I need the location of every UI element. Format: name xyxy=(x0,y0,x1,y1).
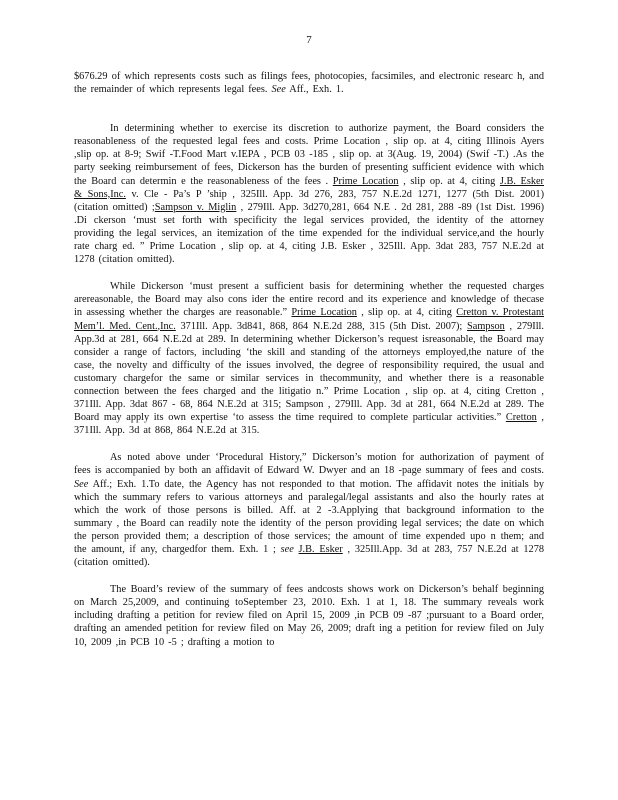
citation-signal: See xyxy=(271,84,286,96)
paragraph-text: , 279Ill. App. 3d270,281, 664 N.E . 2d 281, 288 -89 (1st Dist. 1996) .Di ckerson ‘must set forth with specificity the legal services provided, the identity of the attorney providing the legal services, an itemization of the time expended for the individual service,and the hourly rate charg ed. ” Prime Location , slip op. at 4, citing J.B. Esker , 325Ill. App. 3dat 283, 757 N.E.2d at 1278 (citation omitted). xyxy=(74,201,545,266)
paragraph-text: v. Cle - Pa’s P ’ship , 325Ill. App. 3d 276, 283, 757 N.E.2d 1271, 1277 (5th Dist. 2001) (citation omitted) ; xyxy=(74,188,544,213)
paragraph-text: Aff.; Exh. 1.To date, the Agency has not responded to that motion. The affidavit notes the initials by which the summary refers to various attorneys and paralegal/legal assistants and also the hourly rates at which the work of those persons is billed. Aff. at 2 -3.Applying that background information to the summary , the Board can readily note the identity of the person providing legal services; the date on which the person provided them; a description of those services; the amount of time expended upo n them; and the amount, if any, chargedfor them. Exh. 1 ; xyxy=(74,478,544,555)
paragraph xyxy=(74,70,544,96)
paragraph-text: The Board’s review of the summary of fees andcosts shows work on Dickerson’s behalf beginning on March 25,2009, and continuing toSeptember 23, 2010. Exh. 1 at 1, 18. The summary reveals work including drafting a petition for review filed on April 15, 2009 ,in PCB 09 -87 ;pursuant to a Board order, drafting an amended petition for review filed on May 26, 2009; draft ing a petition for review filed on July 10, 2009 ,in PCB 10 -5 ; drafting a motion to xyxy=(74,584,544,648)
paragraph-text: While Dickerson ‘must present a sufficient basis for determining whether the requested charges arereasonable, the Board may also cons ider the entire record and its experience and knowledge of thecase in assessing whether the charges are reasonable.” xyxy=(74,281,544,319)
citation-underlined: Prime Location xyxy=(332,175,399,187)
paragraph-text: As noted above under ‘Procedural History,” Dickerson’s motion for authorization of payment of fees is accompanied by both an affidavit of Edward W. Dwyer and an 18 -page summary of fees and costs. xyxy=(74,452,544,477)
paragraph-text: 371Ill. App. 3d841, 868, 864 N.E.2d 288, 315 (5th Dist. 2007); xyxy=(175,320,468,332)
paragraph-text: $676.29 of which represents costs such as filings fees, photocopies, facsimiles, and electronic researc h, and the remainder of which represents legal fees. xyxy=(74,71,544,96)
citation-underlined: J.B. Esker & Sons,Inc. xyxy=(74,175,544,200)
paragraph xyxy=(74,280,544,437)
paragraph xyxy=(74,451,544,569)
citation-underlined: Cretton v. Protestant Mem’l. Med. Cent.,Inc. xyxy=(74,307,544,332)
paragraph-text: , 325Ill.App. 3d at 283, 757 N.E.2d at 1278 (citation omitted). xyxy=(74,544,545,569)
citation-underlined: J.B. Esker xyxy=(298,544,343,555)
page-number: 7 xyxy=(306,34,312,46)
paragraph-text: , 371Ill. App. 3d at 868, 864 N.E.2d at 315. xyxy=(74,412,545,437)
citation-underlined: Prime Location xyxy=(291,307,357,319)
paragraph xyxy=(74,122,544,266)
paragraph-text: Aff., Exh. 1. xyxy=(285,84,344,96)
paragraph-text: , 279Ill. App.3d at 281, 664 N.E.2d at 289. In determining whether Dickerson’s request isreasonable, the Board may consider a range of factors, including ‘the skill and standing of the attorneys employed,the nature of the case, the novelty and difficulty of the issues involved, the degree of responsibility required, the usual and customary chargefor the same or similar services in thecommunity, and whether there is a reasonable connection between the fees charged and the litigatio n.” Prime Location , slip op. at 4, citing Cretton , 371Ill. App. 3dat 867 - 68, 864 N.E.2d at 315; Sampson , 279Ill. App. 3d at 281, 664 N.E.2d at 289. The Board may apply its own expertise ‘to assess the time required to complete particular activities.” xyxy=(74,320,544,424)
citation-underlined: Sampson v. Miglin xyxy=(154,201,237,213)
paragraph-text: , slip op. at 4, citing xyxy=(356,307,457,319)
citation-signal: see xyxy=(280,544,294,555)
paragraph-text: In determining whether to exercise its discretion to authorize payment, the Board considers the reasonableness of the requested legal fees and costs. Prime Location , slip op. at 4, citing Illinois Ayers ,slip op. at 8-9; Swif -T.Food Mart v.IEPA , PCB 03 -185 , slip op. at 3(Aug. 19, 2004) (Swif -T.) .As the party seeking reimbursement of fees, Dickerson has the burden of presenting sufficient evidence with which the Board can determin e the reasonableness of the fees . xyxy=(74,123,544,187)
citation-underlined: Cretton xyxy=(505,412,537,424)
paragraph-text: , slip op. at 4, citing xyxy=(398,175,500,187)
citation-underlined: Sampson xyxy=(467,320,505,332)
paragraph xyxy=(74,583,544,648)
document-body xyxy=(74,70,544,663)
citation-signal: See xyxy=(74,478,89,490)
